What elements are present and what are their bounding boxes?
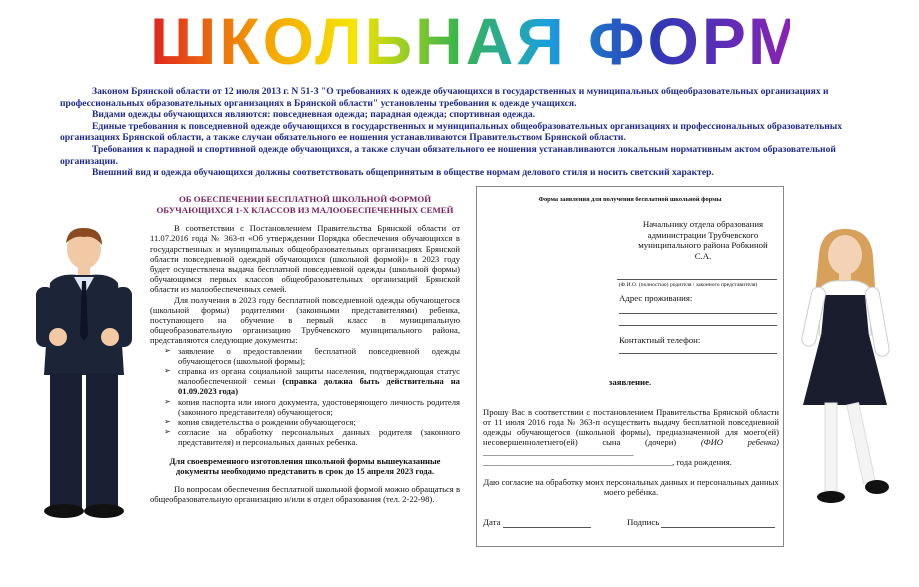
law-text-block <box>60 86 860 179</box>
info-heading: ОБ ОБЕСПЕЧЕНИИ БЕСПЛАТНОЙ ШКОЛЬНОЙ ФОРМОЙ ОБУЧАЮЩИХСЯ 1-Х КЛАССОВ ИЗ МАЛООБЕСПЕЧЕННЫХ СЕМЕЙ <box>156 194 454 215</box>
form-header: Форма заявления для получения бесплатной школьной формы <box>538 196 722 203</box>
documents-list <box>150 346 460 448</box>
statement-title: заявление. <box>608 377 652 387</box>
contact-note: По вопросам обеспечения бесплатной школьной формой можно обращаться в общеобразовательную организацию и/или в отдел образования (тел. 2-22-98). <box>150 484 460 505</box>
form-addressee: Начальнику отдела образования администрации Трубчевского муниципального района Робкиной С.А. <box>638 219 768 261</box>
schoolboy-image <box>28 225 140 525</box>
address-line <box>619 325 777 326</box>
address-line <box>619 313 777 314</box>
address-label: Адрес проживания: <box>619 293 693 303</box>
consent-text: Даю согласие на обработку моих персональных данных и персональных данных моего ребёнка. <box>483 477 779 497</box>
info-paragraph: В соответствии с Постановлением Правительства Брянской области от 11.07.2016 года № 363-п «Об утверждении Порядка обеспечения обучающихся в государственных и муниципальных общеобразовательных организациях Брянской области повседневной одеждой обучающихся (школьной формой)» в 2023 году будет осуществлена выдача бесплатной повседневной одежды (школьной формы) обучающимся первых классов общеобразовательных организаций Брянской области из малообеспеченных семей. <box>150 223 460 295</box>
list-item: ➢ копия паспорта или иного документа, удостоверяющего личность родителя (законного представителя) обучающегося; <box>178 397 460 417</box>
law-paragraph: Видами одежды обучающихся являются: повседневная одежда; парадная одежда; спортивная одежда. <box>92 109 536 121</box>
law-paragraph: Единые требования к повседневной одежде обучающихся в государственных и муниципальных общеобразовательных организациях и профессиональных образовательных организациях Брянской области, а также случаи обязательного ее ношения устанавливаются Правительством Брянской области. <box>60 120 843 144</box>
deadline-note: Для своевременного изготовления школьной формы вышеуказанные документы необходимо представить в срок до 15 апреля 2023 года. <box>169 455 441 476</box>
fio-line <box>617 279 777 280</box>
schoolgirl-image <box>785 225 905 525</box>
application-form <box>476 186 784 547</box>
signature-label: Подпись <box>627 517 660 527</box>
phone-label: Контактный телефон: <box>619 335 701 345</box>
list-item: ➢ согласие на обработку персональных данных родителя (законного представителя) и персональных данных ребенка. <box>178 427 460 447</box>
date-line <box>503 527 591 528</box>
validity-note: (справка должна быть действительна на 01.09.2023 года) <box>178 376 460 397</box>
law-paragraph: Требования к парадной и спортивной одежде обучающихся, а также случаи обязательного ее ношения устанавливаются локальным нормативным актом образовательной организации. <box>60 143 836 167</box>
list-item: ➢ справка из органа социальной защиты населения, подтверждающая статус малообеспеченной семьи (справка должна быть действительна на 01.09.2023 года) <box>178 366 460 397</box>
free-uniform-info <box>150 194 460 504</box>
list-item: ➢ копия свидетельства о рождении обучающегося; <box>178 417 460 427</box>
law-paragraph: Внешний вид и одежда обучающихся должны соответствовать общепринятым в обществе нормам делового стиля и носить светский характер. <box>92 167 714 179</box>
date-label: Дата <box>483 517 501 527</box>
list-item: ➢ заявление о предоставлении бесплатной повседневной одежды обучающегося (школьной формы); <box>178 346 460 366</box>
page-title: ШКОЛЬНАЯ ФОРМА <box>150 4 857 78</box>
signature-line <box>661 527 775 528</box>
info-paragraph: Для получения в 2023 году бесплатной повседневной одежды обучающегося (школьной формы) родителями (законными представителями) ребенка, поступающего на обучение в первый класс в муниципальную общеобразовательную организацию Трубчевского муниципального района, представляются следующие документы: <box>150 294 460 346</box>
form-body: Прошу Вас в соответствии с постановлением Правительства Брянской области от 11 июля 2016 года № 363-п осуществить выдачу бесплатной повседневной одежды обучающегося (школьной формы), предназначенной для моего(ей) несовершеннолетнего(ей) сына (дочери) (ФИО ребенка) ___________________________________ ____________________________________________, года рождения. <box>483 407 779 467</box>
law-paragraph: Законом Брянской области от 12 июля 2013 г. N 51-З "О требованиях к одежде обучающихся в государственных и муниципальных общеобразовательных организациях и профессиональных образовательных организациях в Брянской области" установлены требования к одежде учащихся. <box>60 86 829 109</box>
child-fio-hint: (ФИО ребенка) <box>700 437 779 447</box>
fio-hint: (Ф.И.О. (полностью) родителя / законного представителя) <box>618 282 758 288</box>
phone-line <box>619 353 777 354</box>
